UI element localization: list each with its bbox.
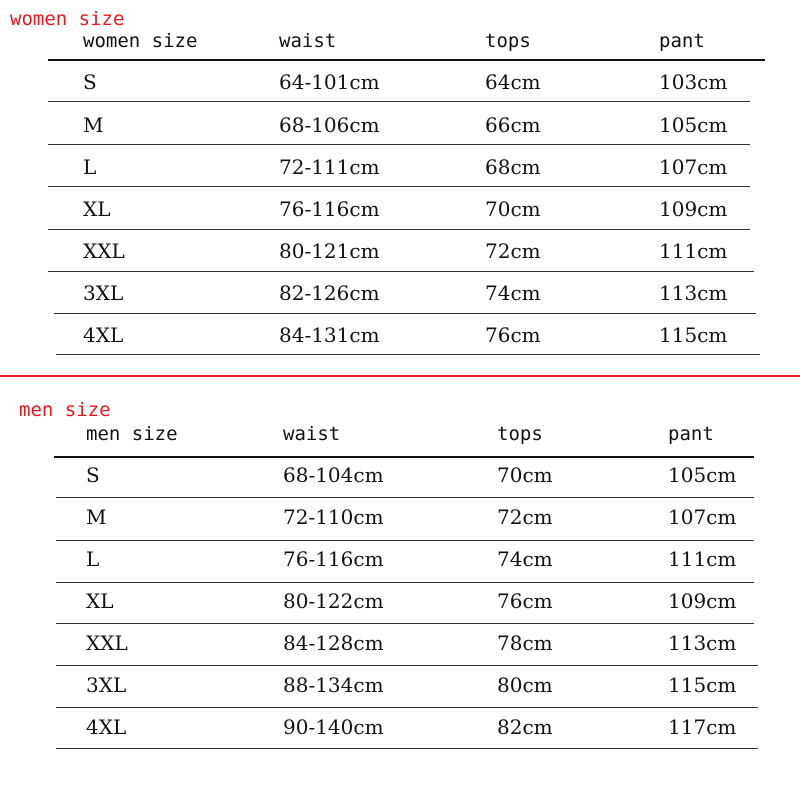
- men-size-title: men size: [19, 399, 111, 421]
- cell-size: XXL: [83, 239, 125, 263]
- header-size: men size: [86, 423, 178, 445]
- cell-size: L: [83, 155, 97, 179]
- cell-tops: 76cm: [485, 323, 541, 347]
- cell-pant: 111cm: [659, 239, 728, 263]
- cell-size: 3XL: [86, 673, 127, 697]
- cell-size: S: [86, 463, 100, 487]
- cell-waist: 68-106cm: [279, 113, 380, 137]
- cell-pant: 109cm: [659, 197, 728, 221]
- cell-size: L: [86, 547, 100, 571]
- header-rule: [48, 59, 765, 61]
- row-divider: [48, 186, 750, 187]
- cell-waist: 76-116cm: [283, 547, 384, 571]
- cell-size: 3XL: [83, 281, 124, 305]
- cell-tops: 76cm: [497, 589, 553, 613]
- cell-size: XL: [83, 197, 111, 221]
- cell-waist: 88-134cm: [283, 673, 384, 697]
- cell-size: XL: [86, 589, 114, 613]
- cell-tops: 70cm: [497, 463, 553, 487]
- row-divider: [56, 665, 758, 666]
- header-waist: waist: [279, 30, 337, 52]
- cell-size: S: [83, 70, 97, 94]
- cell-pant: 103cm: [659, 70, 728, 94]
- cell-pant: 115cm: [668, 673, 737, 697]
- header-size: women size: [83, 30, 198, 52]
- cell-pant: 113cm: [659, 281, 728, 305]
- header-tops: tops: [497, 423, 543, 445]
- row-divider: [56, 748, 758, 749]
- row-divider: [48, 101, 750, 102]
- header-waist: waist: [283, 423, 341, 445]
- row-divider: [48, 229, 750, 230]
- row-divider: [56, 582, 754, 583]
- row-divider: [54, 313, 756, 314]
- cell-tops: 78cm: [497, 631, 553, 655]
- cell-pant: 109cm: [668, 589, 737, 613]
- cell-size: 4XL: [83, 323, 124, 347]
- row-divider: [48, 271, 754, 272]
- cell-pant: 107cm: [668, 505, 737, 529]
- cell-tops: 66cm: [485, 113, 541, 137]
- cell-size: XXL: [86, 631, 128, 655]
- row-divider: [48, 144, 750, 145]
- cell-size: M: [86, 505, 107, 529]
- cell-pant: 105cm: [659, 113, 728, 137]
- cell-tops: 74cm: [497, 547, 553, 571]
- cell-tops: 68cm: [485, 155, 541, 179]
- cell-size: 4XL: [86, 715, 127, 739]
- cell-tops: 70cm: [485, 197, 541, 221]
- cell-pant: 117cm: [668, 715, 737, 739]
- cell-waist: 84-131cm: [279, 323, 380, 347]
- cell-waist: 80-122cm: [283, 589, 384, 613]
- cell-waist: 72-110cm: [283, 505, 384, 529]
- men-size-section: [0, 375, 800, 800]
- cell-tops: 80cm: [497, 673, 553, 697]
- cell-tops: 82cm: [497, 715, 553, 739]
- cell-pant: 111cm: [668, 547, 737, 571]
- row-divider: [56, 497, 754, 498]
- row-divider: [56, 707, 758, 708]
- header-pant: pant: [659, 30, 705, 52]
- women-size-title: women size: [10, 8, 125, 30]
- section-divider: [0, 375, 800, 377]
- cell-waist: 72-111cm: [279, 155, 380, 179]
- header-pant: pant: [668, 423, 714, 445]
- row-divider: [56, 623, 754, 624]
- cell-tops: 72cm: [497, 505, 553, 529]
- header-rule: [54, 456, 754, 458]
- row-divider: [56, 354, 760, 355]
- cell-size: M: [83, 113, 104, 137]
- cell-pant: 115cm: [659, 323, 728, 347]
- cell-pant: 107cm: [659, 155, 728, 179]
- cell-waist: 90-140cm: [283, 715, 384, 739]
- cell-pant: 113cm: [668, 631, 737, 655]
- cell-pant: 105cm: [668, 463, 737, 487]
- cell-waist: 64-101cm: [279, 70, 380, 94]
- cell-waist: 80-121cm: [279, 239, 380, 263]
- cell-tops: 64cm: [485, 70, 541, 94]
- cell-waist: 76-116cm: [279, 197, 380, 221]
- women-size-section: [0, 0, 800, 375]
- cell-tops: 74cm: [485, 281, 541, 305]
- cell-waist: 68-104cm: [283, 463, 384, 487]
- cell-tops: 72cm: [485, 239, 541, 263]
- row-divider: [56, 540, 754, 541]
- cell-waist: 84-128cm: [283, 631, 384, 655]
- header-tops: tops: [485, 30, 531, 52]
- cell-waist: 82-126cm: [279, 281, 380, 305]
